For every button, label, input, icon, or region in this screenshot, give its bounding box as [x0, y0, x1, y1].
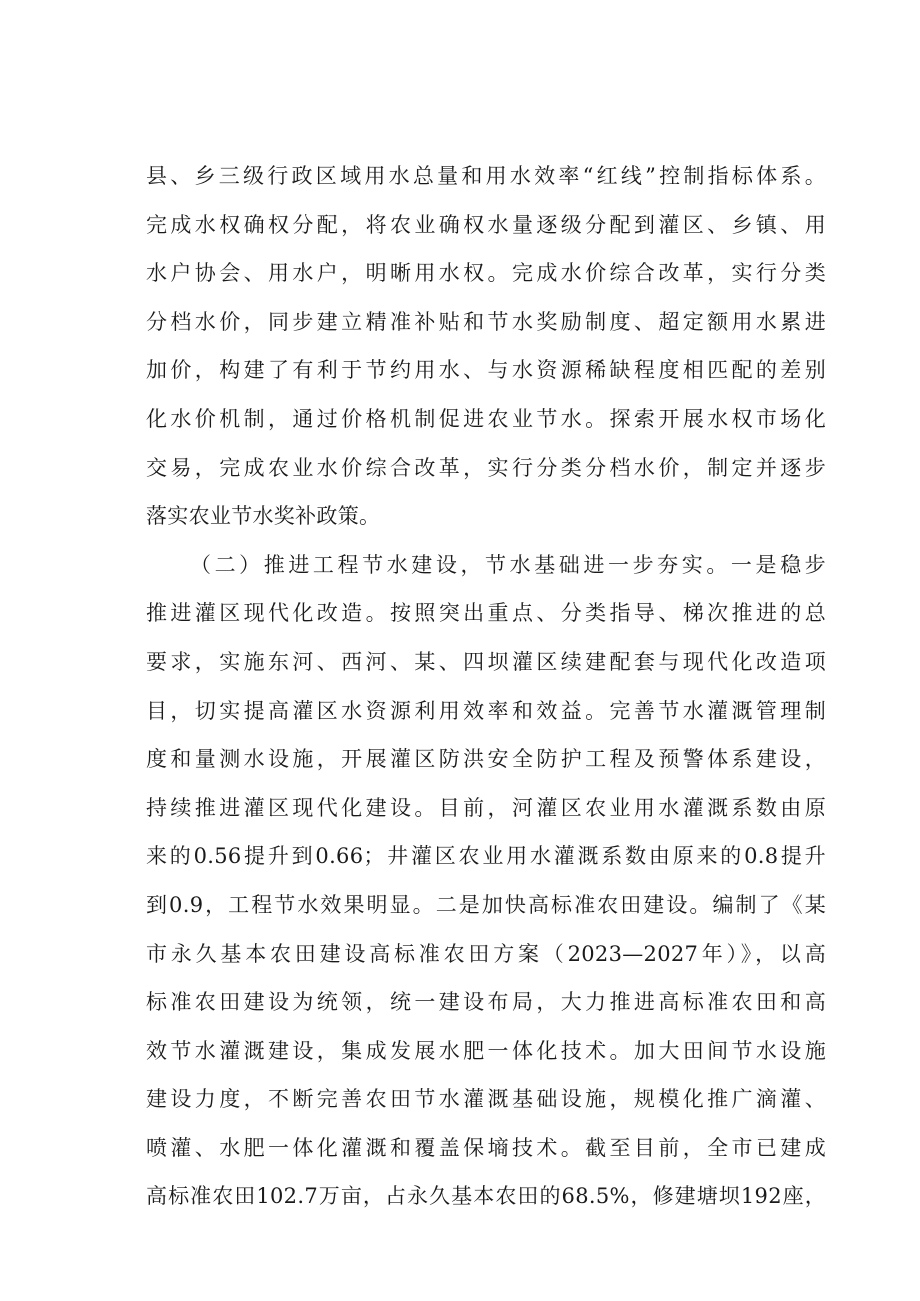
text-line: 加价，构建了有利于节约用水、与水资源稀缺程度相匹配的差别	[146, 358, 826, 383]
text-line: 分档水价，同步建立精准补贴和节水奖励制度、超定额用水累进	[146, 309, 826, 334]
text-line: 推进灌区现代化改造。按照突出重点、分类指导、梯次推进的总	[146, 601, 826, 626]
text-line: 完成水权确权分配，将农业确权水量逐级分配到灌区、乡镇、用	[146, 212, 826, 237]
text-line: 高标准农田102.7万亩，占永久基本农田的68.5%，修建塘坝192座，	[146, 1184, 826, 1209]
text-line: 要求，实施东河、西河、某、四坝灌区续建配套与现代化改造项	[146, 649, 826, 674]
section-heading-line: （二）推进工程节水建设，节水基础进一步夯实。一是稳步	[190, 552, 826, 577]
document-body	[146, 152, 826, 1221]
text-line: 建设力度，不断完善农田节水灌溉基础设施，规模化推广滴灌、	[146, 1087, 826, 1112]
text-line: 度和量测水设施，开展灌区防洪安全防护工程及预警体系建设，	[146, 747, 826, 772]
text-line: 效节水灌溉建设，集成发展水肥一体化技术。加大田间节水设施	[146, 1038, 826, 1063]
text-line: 水户协会、用水户，明晰用水权。完成水价综合改革，实行分类	[146, 261, 826, 286]
text-line: 持续推进灌区现代化建设。目前，河灌区农业用水灌溉系数由原	[146, 795, 826, 820]
text-line: 交易，完成农业水价综合改革，实行分类分档水价，制定并逐步	[146, 455, 826, 480]
text-line: 来的0.56提升到0.66；井灌区农业用水灌溉系数由原来的0.8提升	[146, 844, 826, 869]
text-line: 喷灌、水肥一体化灌溉和覆盖保墒技术。截至目前，全市已建成	[146, 1135, 826, 1160]
text-line: 市永久基本农田建设高标准农田方案（2023—2027年）》，以高	[146, 941, 826, 966]
text-line: 县、乡三级行政区域用水总量和用水效率“红线”控制指标体系。	[146, 164, 826, 188]
text-line: 目，切实提高灌区水资源利用效率和效益。完善节水灌溉管理制	[146, 698, 826, 723]
text-line: 化水价机制，通过价格机制促进农业节水。探索开展水权市场化	[146, 406, 826, 431]
text-line: 标准农田建设为统领，统一建设布局，大力推进高标准农田和高	[146, 990, 826, 1015]
text-line: 到0.9，工程节水效果明显。二是加快高标准农田建设。编制了《某	[146, 892, 826, 917]
text-line: 落实农业节水奖补政策。	[146, 504, 381, 529]
